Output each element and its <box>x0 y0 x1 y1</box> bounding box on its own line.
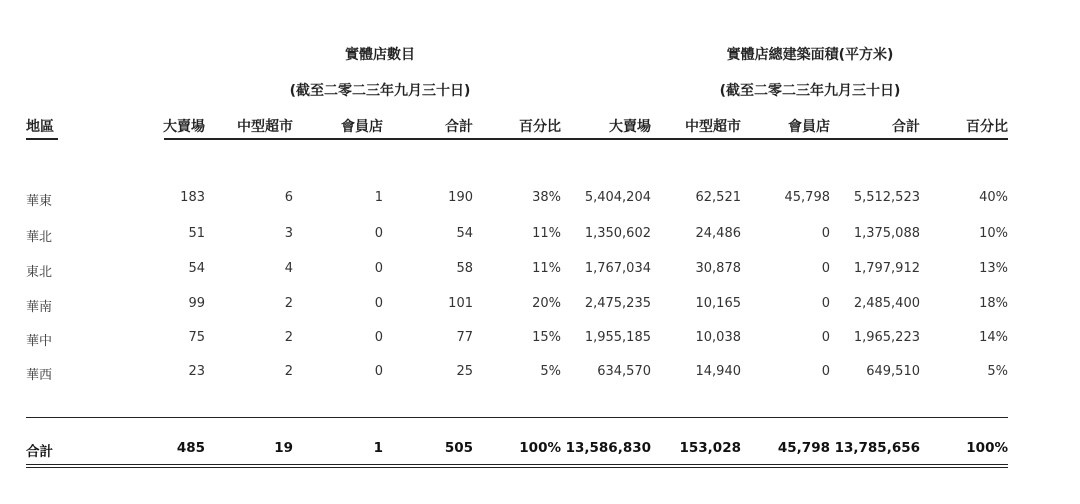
col-header-member-area: 會員店 <box>788 119 830 135</box>
value-cell: 5,404,204 <box>584 190 651 205</box>
value-cell: 0 <box>821 364 830 379</box>
col-header-region: 地區 <box>26 119 54 135</box>
value-cell: 1,955,185 <box>584 330 651 345</box>
total-value-cell: 19 <box>274 440 293 456</box>
area-title: 實體店總建築面積(平方米) <box>726 47 894 63</box>
value-cell: 1,797,912 <box>853 261 920 276</box>
store-count-title: 實體店數目 <box>345 47 415 63</box>
value-cell: 45,798 <box>784 190 830 205</box>
rule-total-double-top <box>26 464 1008 465</box>
value-cell: 20% <box>532 296 561 311</box>
value-cell: 11% <box>532 261 561 276</box>
rule-header-values <box>164 138 1008 140</box>
value-cell: 10% <box>979 226 1008 241</box>
region-cell: 華東 <box>26 194 53 209</box>
value-cell: 1,375,088 <box>853 226 920 241</box>
value-cell: 2,475,235 <box>584 296 651 311</box>
value-cell: 25 <box>456 364 473 379</box>
total-value-cell: 1 <box>373 440 383 456</box>
value-cell: 62,521 <box>695 190 741 205</box>
total-value-cell: 100% <box>519 440 561 456</box>
total-label: 合計 <box>26 444 53 460</box>
value-cell: 1 <box>374 190 383 205</box>
col-header-supermarket-count: 中型超市 <box>237 119 293 135</box>
col-header-hypermarket-count: 大賣場 <box>163 119 205 135</box>
value-cell: 0 <box>821 330 830 345</box>
value-cell: 51 <box>188 226 205 241</box>
value-cell: 99 <box>188 296 205 311</box>
table-row <box>0 296 1080 320</box>
col-header-percent-count: 百分比 <box>519 119 561 135</box>
value-cell: 2 <box>284 330 293 345</box>
rule-total-double-bottom <box>26 467 1008 468</box>
value-cell: 0 <box>374 364 383 379</box>
table-row <box>0 190 1080 214</box>
table-row <box>0 364 1080 388</box>
value-cell: 1,350,602 <box>584 226 651 241</box>
area-date: (截至二零二三年九月三十日) <box>719 83 901 99</box>
value-cell: 23 <box>188 364 205 379</box>
value-cell: 10,165 <box>695 296 741 311</box>
store-count-date: (截至二零二三年九月三十日) <box>289 83 471 99</box>
col-header-supermarket-area: 中型超市 <box>685 119 741 135</box>
value-cell: 0 <box>374 296 383 311</box>
col-header-total-count: 合計 <box>445 119 473 135</box>
value-cell: 183 <box>180 190 205 205</box>
rule-before-total <box>26 417 1008 418</box>
total-value-cell: 13,785,656 <box>834 440 920 456</box>
value-cell: 0 <box>374 330 383 345</box>
table-row <box>0 330 1080 354</box>
table-row <box>0 261 1080 285</box>
value-cell: 2 <box>284 296 293 311</box>
col-header-total-area: 合計 <box>892 119 920 135</box>
value-cell: 2 <box>284 364 293 379</box>
total-value-cell: 45,798 <box>777 440 830 456</box>
value-cell: 54 <box>456 226 473 241</box>
value-cell: 649,510 <box>866 364 920 379</box>
region-cell: 華中 <box>26 334 53 349</box>
table-row <box>0 226 1080 250</box>
value-cell: 30,878 <box>695 261 741 276</box>
total-value-cell: 505 <box>444 440 473 456</box>
value-cell: 0 <box>374 226 383 241</box>
region-cell: 華北 <box>26 230 53 245</box>
value-cell: 190 <box>448 190 473 205</box>
total-value-cell: 13,586,830 <box>565 440 651 456</box>
value-cell: 0 <box>821 226 830 241</box>
value-cell: 101 <box>448 296 473 311</box>
value-cell: 40% <box>979 190 1008 205</box>
value-cell: 1,767,034 <box>584 261 651 276</box>
value-cell: 0 <box>821 261 830 276</box>
value-cell: 3 <box>284 226 293 241</box>
total-value-cell: 153,028 <box>679 440 741 456</box>
total-value-cell: 485 <box>176 440 205 456</box>
value-cell: 13% <box>979 261 1008 276</box>
rule-header-region <box>26 138 58 140</box>
value-cell: 4 <box>284 261 293 276</box>
value-cell: 634,570 <box>597 364 651 379</box>
value-cell: 5% <box>987 364 1008 379</box>
value-cell: 15% <box>532 330 561 345</box>
value-cell: 54 <box>188 261 205 276</box>
value-cell: 14% <box>979 330 1008 345</box>
region-cell: 華西 <box>26 368 53 383</box>
total-value-cell: 100% <box>966 440 1008 456</box>
region-cell: 東北 <box>26 265 53 280</box>
value-cell: 2,485,400 <box>853 296 920 311</box>
col-header-percent-area: 百分比 <box>966 119 1008 135</box>
col-header-hypermarket-area: 大賣場 <box>609 119 651 135</box>
col-header-member-count: 會員店 <box>341 119 383 135</box>
value-cell: 10,038 <box>695 330 741 345</box>
value-cell: 6 <box>284 190 293 205</box>
value-cell: 14,940 <box>695 364 741 379</box>
value-cell: 75 <box>188 330 205 345</box>
value-cell: 18% <box>979 296 1008 311</box>
value-cell: 11% <box>532 226 561 241</box>
value-cell: 0 <box>374 261 383 276</box>
value-cell: 5,512,523 <box>853 190 920 205</box>
value-cell: 77 <box>456 330 473 345</box>
value-cell: 38% <box>532 190 561 205</box>
value-cell: 58 <box>456 261 473 276</box>
value-cell: 1,965,223 <box>853 330 920 345</box>
region-cell: 華南 <box>26 300 53 315</box>
value-cell: 0 <box>821 296 830 311</box>
total-row <box>0 440 1080 464</box>
value-cell: 24,486 <box>695 226 741 241</box>
value-cell: 5% <box>540 364 561 379</box>
